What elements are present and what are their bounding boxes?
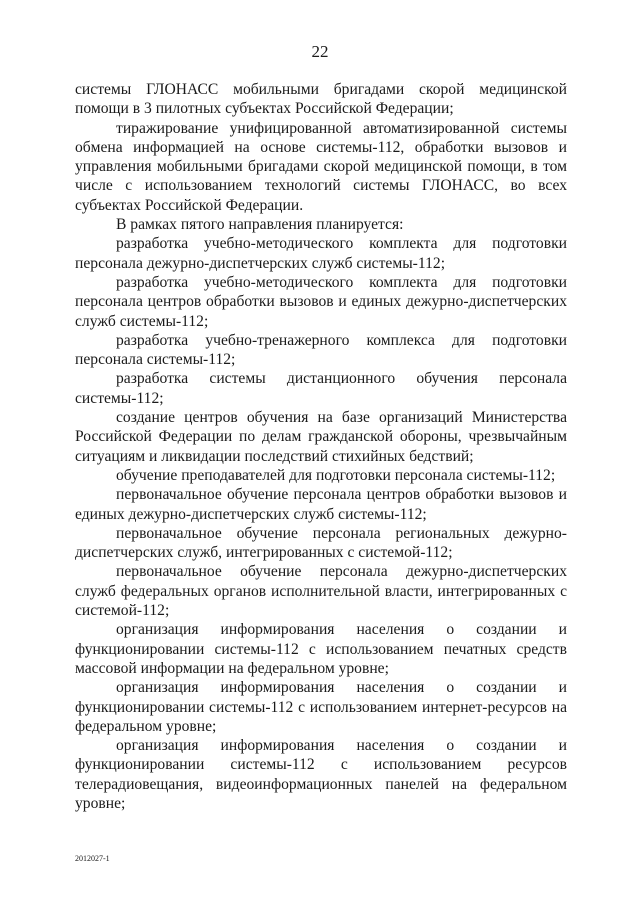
document-body <box>75 80 567 813</box>
document-code: 2012027-1 <box>75 854 110 863</box>
paragraph: обучение преподавателей для подготовки персонала системы-112; <box>116 466 556 484</box>
paragraph: разработка учебно-методического комплекта для подготовки персонала центров обработки вызовов и единых дежурно-диспетчерских служб системы-112; <box>75 273 567 330</box>
paragraph: разработка системы дистанционного обучения персонала системы-112; <box>75 370 567 407</box>
paragraph: В рамках пятого направления планируется: <box>116 216 404 234</box>
paragraph: организация информирования населения о создании и функционировании системы-112 с использованием ресурсов телерадиовещания, видеоинформационных панелей на федеральном уровне; <box>75 737 567 812</box>
paragraph: тиражирование унифицированной автоматизированной системы обмена информацией на основе системы-112, обработки вызовов и управления мобильными бригадами скорой медицинской помощи, в том числе с использованием технологий системы ГЛОНАСС, во всех субъектах Российской Федерации. <box>75 119 567 214</box>
paragraph: разработка учебно-методического комплекта для подготовки персонала дежурно-диспетчерских служб системы-112; <box>75 235 567 272</box>
paragraph: первоначальное обучение персонала центров обработки вызовов и единых дежурно-диспетчерских служб системы-112; <box>75 486 567 523</box>
paragraph: первоначальное обучение персонала дежурно-диспетчерских служб федеральных органов исполнительной власти, интегрированных с системой-112; <box>75 563 567 620</box>
paragraph: организация информирования населения о создании и функционировании системы-112 с использованием интернет-ресурсов на федеральном уровне; <box>75 679 567 735</box>
paragraph: первоначальное обучение персонала региональных дежурно-диспетчерских служб, интегрированных с системой-112; <box>75 524 567 562</box>
paragraph: создание центров обучения на базе организаций Министерства Российской Федерации по делам гражданской обороны, чрезвычайным ситуациям и ликвидации последствий стихийных бедствий; <box>75 409 567 465</box>
paragraph: разработка учебно-тренажерного комплекса для подготовки персонала системы-112; <box>75 331 567 369</box>
paragraph-continuation: системы ГЛОНАСС мобильными бригадами скорой медицинской помощи в 3 пилотных субъектах Российской Федерации; <box>75 81 567 118</box>
page-number: 22 <box>311 42 329 61</box>
paragraph: организация информирования населения о создании и функционировании системы-112 с использованием печатных средств массовой информации на федеральном уровне; <box>75 621 567 677</box>
